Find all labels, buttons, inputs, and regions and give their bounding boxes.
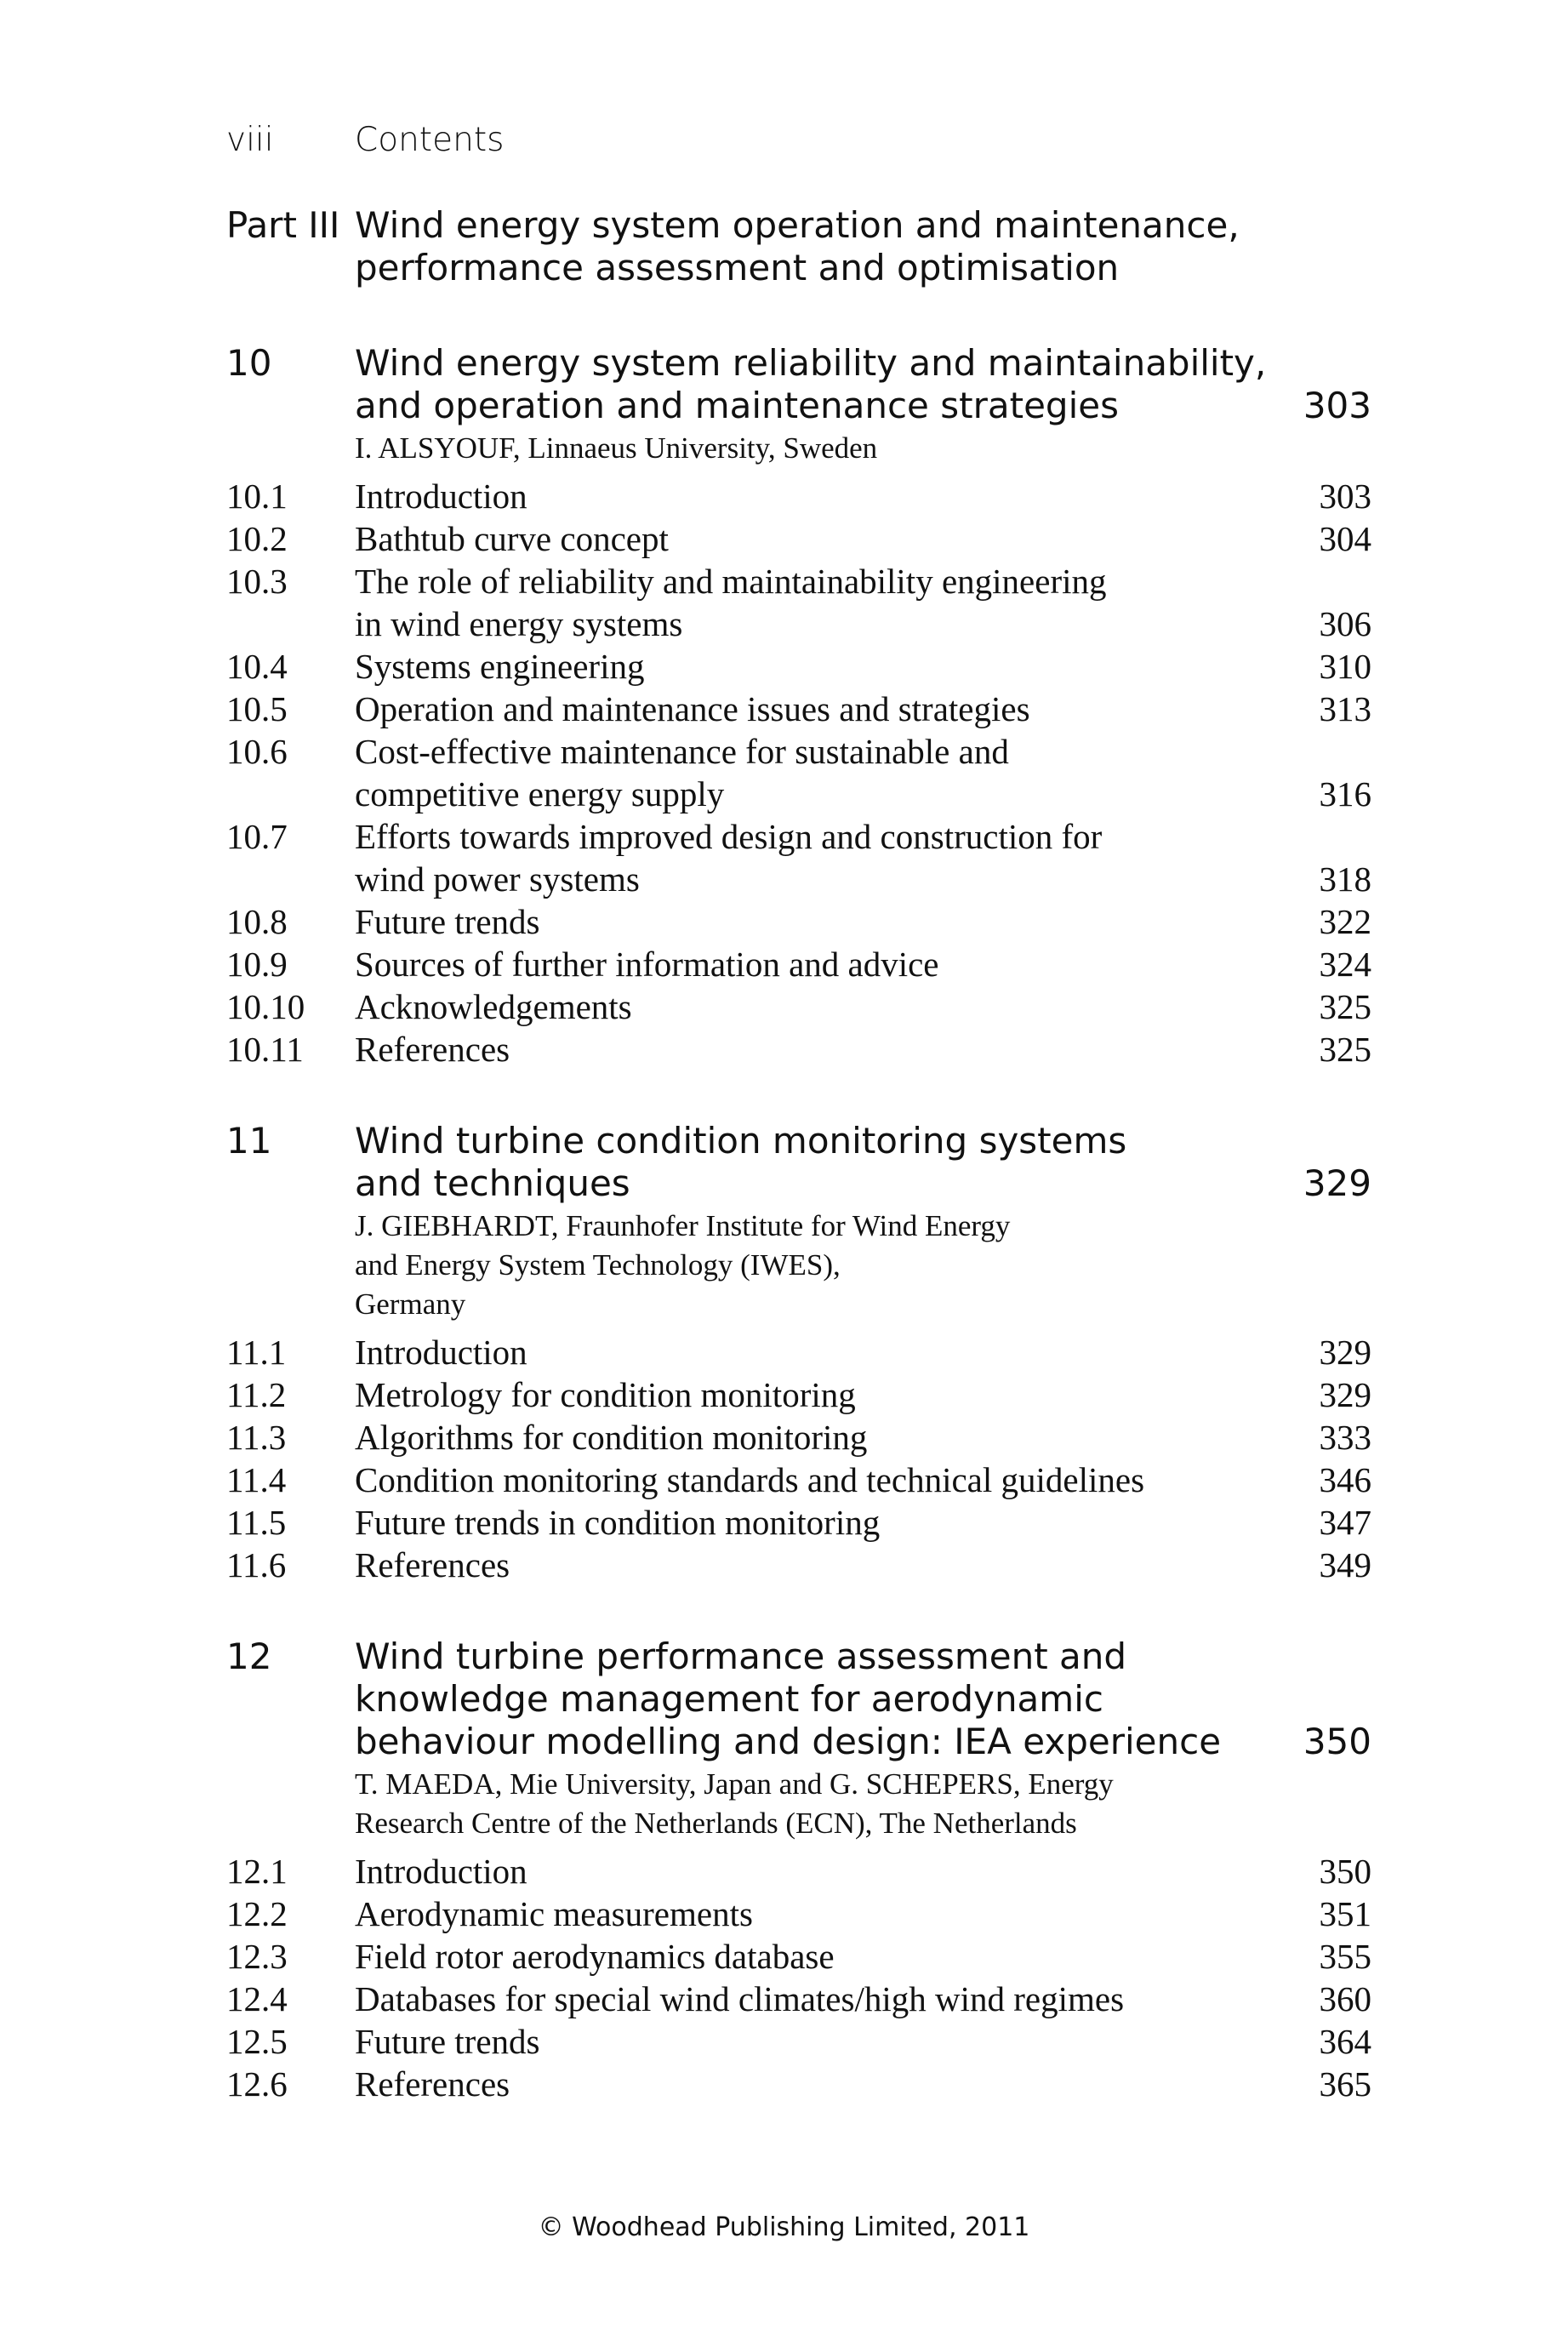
section-title bbox=[355, 1544, 1278, 1586]
chapter-author bbox=[355, 1207, 1371, 1324]
section-page-number: 325 bbox=[1319, 1030, 1371, 1069]
section-title-line: Future trends bbox=[355, 2022, 540, 2061]
chapter-list bbox=[226, 342, 1371, 2105]
section-title bbox=[355, 985, 1278, 1028]
section-title bbox=[355, 645, 1278, 688]
section-number: 12.5 bbox=[226, 2022, 288, 2061]
part-title bbox=[355, 204, 1371, 289]
section-entry[interactable] bbox=[226, 985, 1371, 1028]
section-entry[interactable] bbox=[226, 1028, 1371, 1070]
chapter-title-line: behaviour modelling and design: IEA experience bbox=[355, 1721, 1222, 1762]
section-title bbox=[355, 2020, 1278, 2063]
section-page-number: 347 bbox=[1319, 1503, 1371, 1542]
section-page-number: 333 bbox=[1319, 1418, 1371, 1457]
section-entry[interactable] bbox=[226, 730, 1371, 815]
section-title-line: Algorithms for condition monitoring bbox=[355, 1418, 868, 1457]
section-title bbox=[355, 1028, 1278, 1070]
chapter-number: 12 bbox=[226, 1636, 272, 1677]
chapter-heading[interactable] bbox=[226, 1636, 1371, 1763]
section-title-line: Metrology for condition monitoring bbox=[355, 1375, 856, 1414]
running-head-label: Contents bbox=[355, 121, 505, 159]
section-page-number: 316 bbox=[1319, 774, 1371, 813]
chapter-heading[interactable] bbox=[226, 342, 1371, 427]
section-number: 10.3 bbox=[226, 562, 288, 601]
chapter-title bbox=[355, 342, 1278, 427]
section-title bbox=[355, 1459, 1278, 1501]
chapter-page-number: 303 bbox=[1303, 385, 1371, 426]
section-title bbox=[355, 1978, 1278, 2020]
section-entry[interactable] bbox=[226, 1850, 1371, 1892]
section-page-number: 355 bbox=[1319, 1937, 1371, 1976]
chapter-title bbox=[355, 1120, 1278, 1205]
section-title bbox=[355, 2063, 1278, 2105]
section-page-number: 329 bbox=[1319, 1375, 1371, 1414]
section-title-line: Introduction bbox=[355, 1852, 527, 1891]
author-line: Germany bbox=[355, 1287, 466, 1321]
section-number: 11.1 bbox=[226, 1333, 287, 1372]
section-number: 12.2 bbox=[226, 1894, 288, 1933]
section-title-line: Bathtub curve concept bbox=[355, 519, 669, 558]
page-folio: viii bbox=[226, 121, 274, 159]
section-entry[interactable] bbox=[226, 645, 1371, 688]
section-page-number: 364 bbox=[1319, 2022, 1371, 2061]
part-title-line: performance assessment and optimisation bbox=[355, 247, 1120, 288]
section-title bbox=[355, 475, 1278, 517]
chapter-entry bbox=[226, 1636, 1371, 2105]
section-page-number: 303 bbox=[1319, 477, 1371, 516]
chapter-title-line: Wind turbine performance assessment and bbox=[355, 1636, 1127, 1677]
section-page-number: 349 bbox=[1319, 1545, 1371, 1584]
section-title bbox=[355, 1331, 1278, 1373]
section-number: 10.11 bbox=[226, 1030, 304, 1069]
chapter-page-number: 329 bbox=[1303, 1162, 1371, 1204]
section-page-number: 325 bbox=[1319, 987, 1371, 1026]
chapter-title-line: and techniques bbox=[355, 1162, 630, 1204]
chapter-entry bbox=[226, 342, 1371, 1070]
section-title-line: References bbox=[355, 1030, 510, 1069]
section-page-number: 365 bbox=[1319, 2064, 1371, 2104]
part-number: Part III bbox=[226, 204, 340, 246]
chapter-title-line: knowledge management for aerodynamic bbox=[355, 1678, 1103, 1720]
section-title-line: Field rotor aerodynamics database bbox=[355, 1937, 835, 1976]
section-title-line: References bbox=[355, 1545, 510, 1584]
section-entry[interactable] bbox=[226, 1416, 1371, 1459]
table-of-contents bbox=[226, 204, 1371, 2155]
section-entry[interactable] bbox=[226, 517, 1371, 560]
section-title bbox=[355, 815, 1278, 900]
section-page-number: 306 bbox=[1319, 604, 1371, 643]
section-number: 11.3 bbox=[226, 1418, 287, 1457]
section-page-number: 313 bbox=[1319, 689, 1371, 728]
section-title bbox=[355, 560, 1278, 645]
chapter-title bbox=[355, 1636, 1278, 1763]
chapter-number: 10 bbox=[226, 342, 272, 384]
section-title-line: Future trends bbox=[355, 902, 540, 941]
section-title-line: wind power systems bbox=[355, 859, 640, 899]
section-title bbox=[355, 900, 1278, 943]
chapter-heading[interactable] bbox=[226, 1120, 1371, 1205]
section-number: 12.6 bbox=[226, 2064, 288, 2104]
section-number: 10.9 bbox=[226, 945, 288, 984]
section-number: 10.10 bbox=[226, 987, 305, 1026]
section-page-number: 304 bbox=[1319, 519, 1371, 558]
section-number: 11.5 bbox=[226, 1503, 287, 1542]
part-heading bbox=[226, 204, 1371, 289]
section-page-number: 324 bbox=[1319, 945, 1371, 984]
section-number: 12.1 bbox=[226, 1852, 288, 1891]
section-entry[interactable] bbox=[226, 2063, 1371, 2105]
section-page-number: 329 bbox=[1319, 1333, 1371, 1372]
chapter-page-number: 350 bbox=[1303, 1721, 1371, 1762]
section-entry[interactable] bbox=[226, 1373, 1371, 1416]
section-title bbox=[355, 730, 1278, 815]
section-title bbox=[355, 688, 1278, 730]
section-entry[interactable] bbox=[226, 2020, 1371, 2063]
section-title-line: Introduction bbox=[355, 477, 527, 516]
section-title-line: in wind energy systems bbox=[355, 604, 683, 643]
section-title bbox=[355, 1501, 1278, 1544]
section-title-line: Cost-effective maintenance for sustainable and bbox=[355, 732, 1009, 771]
author-line: I. ALSYOUF, Linnaeus University, Sweden bbox=[355, 431, 878, 465]
section-title-line: Operation and maintenance issues and strategies bbox=[355, 689, 1030, 728]
section-title-line: Efforts towards improved design and construction for bbox=[355, 817, 1103, 856]
section-title-line: Sources of further information and advice bbox=[355, 945, 939, 984]
section-number: 11.6 bbox=[226, 1545, 287, 1584]
section-number: 12.3 bbox=[226, 1937, 288, 1976]
section-title bbox=[355, 1850, 1278, 1892]
section-page-number: 360 bbox=[1319, 1979, 1371, 2018]
chapter-entry bbox=[226, 1120, 1371, 1586]
section-entry[interactable] bbox=[226, 688, 1371, 730]
section-title-line: References bbox=[355, 2064, 510, 2104]
section-title bbox=[355, 1416, 1278, 1459]
section-title bbox=[355, 1935, 1278, 1978]
author-line: J. GIEBHARDT, Fraunhofer Institute for Wind Energy bbox=[355, 1209, 1011, 1242]
chapter-author bbox=[355, 1765, 1371, 1843]
chapter-author bbox=[355, 429, 1371, 468]
author-line: and Energy System Technology (IWES), bbox=[355, 1248, 841, 1282]
section-page-number: 350 bbox=[1319, 1852, 1371, 1891]
chapter-title-line: Wind energy system reliability and maintainability, bbox=[355, 342, 1267, 384]
author-line: Research Centre of the Netherlands (ECN), The Netherlands bbox=[355, 1807, 1077, 1840]
section-page-number: 351 bbox=[1319, 1894, 1371, 1933]
section-number: 10.1 bbox=[226, 477, 288, 516]
section-number: 10.8 bbox=[226, 902, 288, 941]
section-entry[interactable] bbox=[226, 560, 1371, 645]
section-title-line: Introduction bbox=[355, 1333, 527, 1372]
section-entry[interactable] bbox=[226, 943, 1371, 985]
section-entry[interactable] bbox=[226, 1544, 1371, 1586]
section-number: 10.2 bbox=[226, 519, 288, 558]
section-entry[interactable] bbox=[226, 815, 1371, 900]
section-page-number: 318 bbox=[1319, 859, 1371, 899]
section-title-line: The role of reliability and maintainability engineering bbox=[355, 562, 1107, 601]
section-title bbox=[355, 943, 1278, 985]
section-entry[interactable] bbox=[226, 900, 1371, 943]
section-title-line: Condition monitoring standards and technical guidelines bbox=[355, 1460, 1145, 1499]
section-page-number: 346 bbox=[1319, 1460, 1371, 1499]
part-title-line: Wind energy system operation and maintenance, bbox=[355, 204, 1240, 246]
section-title-line: Acknowledgements bbox=[355, 987, 632, 1026]
section-number: 10.7 bbox=[226, 817, 288, 856]
copyright-footer: © Woodhead Publishing Limited, 2011 bbox=[538, 2212, 1030, 2242]
section-page-number: 322 bbox=[1319, 902, 1371, 941]
running-head bbox=[226, 121, 504, 159]
section-title-line: Systems engineering bbox=[355, 647, 645, 686]
section-entry[interactable] bbox=[226, 475, 1371, 517]
chapter-number: 11 bbox=[226, 1120, 272, 1162]
chapter-title-line: Wind turbine condition monitoring systems bbox=[355, 1120, 1127, 1162]
section-title bbox=[355, 1892, 1278, 1935]
chapter-title-line: and operation and maintenance strategies bbox=[355, 385, 1119, 426]
section-title-line: competitive energy supply bbox=[355, 774, 725, 813]
section-entry[interactable] bbox=[226, 1978, 1371, 2020]
section-page-number: 310 bbox=[1319, 647, 1371, 686]
section-number: 10.5 bbox=[226, 689, 288, 728]
section-entry[interactable] bbox=[226, 1331, 1371, 1373]
section-title-line: Future trends in condition monitoring bbox=[355, 1503, 881, 1542]
section-title bbox=[355, 1373, 1278, 1416]
section-entry[interactable] bbox=[226, 1935, 1371, 1978]
section-entry[interactable] bbox=[226, 1892, 1371, 1935]
section-number: 12.4 bbox=[226, 1979, 288, 2018]
section-number: 10.4 bbox=[226, 647, 288, 686]
section-title-line: Aerodynamic measurements bbox=[355, 1894, 753, 1933]
section-entry[interactable] bbox=[226, 1501, 1371, 1544]
section-title-line: Databases for special wind climates/high wind regimes bbox=[355, 1979, 1125, 2018]
author-line: T. MAEDA, Mie University, Japan and G. SCHEPERS, Energy bbox=[355, 1767, 1114, 1801]
section-number: 11.2 bbox=[226, 1375, 287, 1414]
section-title bbox=[355, 517, 1278, 560]
section-number: 11.4 bbox=[226, 1460, 287, 1499]
section-entry[interactable] bbox=[226, 1459, 1371, 1501]
section-number: 10.6 bbox=[226, 732, 288, 771]
